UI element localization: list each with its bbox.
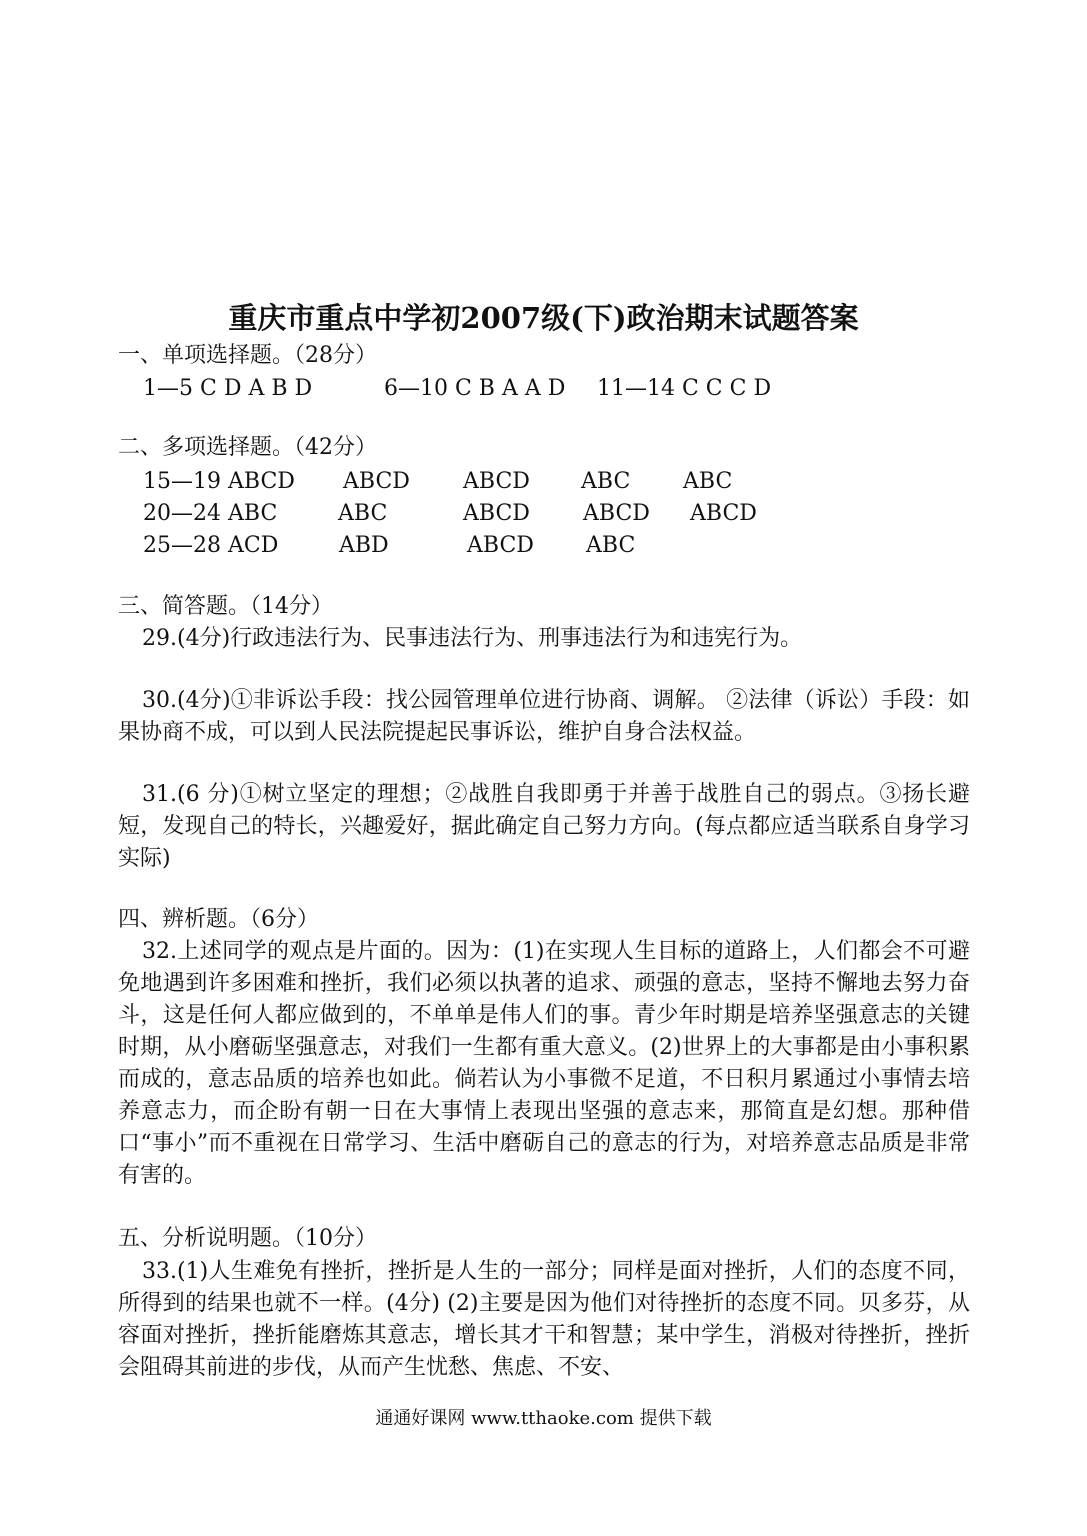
section-5-heading: 五、分析说明题。（10分） xyxy=(118,1226,377,1251)
answer-cell: 25—28 ACD xyxy=(143,533,279,558)
answer-group: 6—10 C B A A D xyxy=(384,376,566,401)
answer-cell: ABC xyxy=(683,469,733,494)
answer-cell: 20—24 ABC xyxy=(143,501,278,526)
section-1-heading: 一、单项选择题。（28分） xyxy=(118,343,377,368)
answer-cell: ABCD xyxy=(583,501,650,526)
answer-32: 32.上述同学的观点是片面的。因为：(1)在实现人生目标的道路上，人们都会不可避免地遇到许多困难和挫折，我们必须以执著的追求、顽强的意志，坚持不懈地去努力奋斗，这是任何人都应做到的，不单单是伟人们的事。青少年时期是培养坚强意志的关键时期，从小磨砺坚强意志，对我们一生都有重大意义。(2)世界上的大事都是由小事积累而成的，意志品质的培养也如此。倘若认为小事微不足道，不日积月累通过小事情去培养意志力，而企盼有朝一日在大事情上表现出坚强的意志来，那简直是幻想。那种借口“事小”而不重视在日常学习、生活中磨砺自己的意志的行为，对培养意志品质是非常有害的。 xyxy=(118,939,970,1188)
answer-cell: 15—19 ABCD xyxy=(143,469,295,494)
answer-group: 11—14 C C C D xyxy=(597,376,772,401)
answer-cell: ABCD xyxy=(463,469,530,494)
document-title: 重庆市重点中学初2007级(下)政治期末试题答案 xyxy=(228,301,859,335)
answer-30: 30.(4分)①非诉讼手段：找公园管理单位进行协商、调解。 ②法律（诉讼）手段：如果协商不成，可以到人民法院提起民事诉讼，维护自身合法权益。 xyxy=(118,688,970,745)
section-3-heading: 三、简答题。（14分） xyxy=(118,594,333,619)
section-4-heading: 四、辨析题。（6分） xyxy=(118,907,319,932)
section-2-heading: 二、多项选择题。（42分） xyxy=(118,435,377,460)
answer-cell: ABCD xyxy=(343,469,410,494)
answer-29: 29.(4分)行政违法行为、民事违法行为、刑事违法行为和违宪行为。 xyxy=(142,626,803,651)
answer-cell: ABCD xyxy=(467,533,534,558)
answer-31: 31.(6 分)①树立坚定的理想；②战胜自我即勇于并善于战胜自己的弱点。③扬长避短，发现自己的特长，兴趣爱好，据此确定自己努力方向。(每点都应适当联系自身学习实际) xyxy=(118,782,970,871)
answer-cell: ABC xyxy=(338,501,388,526)
answer-group: 1—5 C D A B D xyxy=(143,376,313,401)
answer-cell: ABCD xyxy=(690,501,757,526)
footer-source: 通通好课网 www.tthaoke.com 提供下载 xyxy=(375,1408,712,1429)
answer-cell: ABC xyxy=(581,469,631,494)
answer-cell: ABD xyxy=(339,533,389,558)
answer-cell: ABC xyxy=(586,533,636,558)
answer-cell: ABCD xyxy=(463,501,530,526)
answer-33: 33.(1)人生难免有挫折，挫折是人生的一部分；同样是面对挫折，人们的态度不同，所得到的结果也就不一样。(4分) (2)主要是因为他们对待挫折的态度不同。贝多芬，从容面对挫折，挫折能磨炼其意志，增长其才干和智慧；某中学生，消极对待挫折，挫折会阻碍其前进的步伐，从而产生忧愁、焦虑、不安、 xyxy=(118,1259,970,1380)
